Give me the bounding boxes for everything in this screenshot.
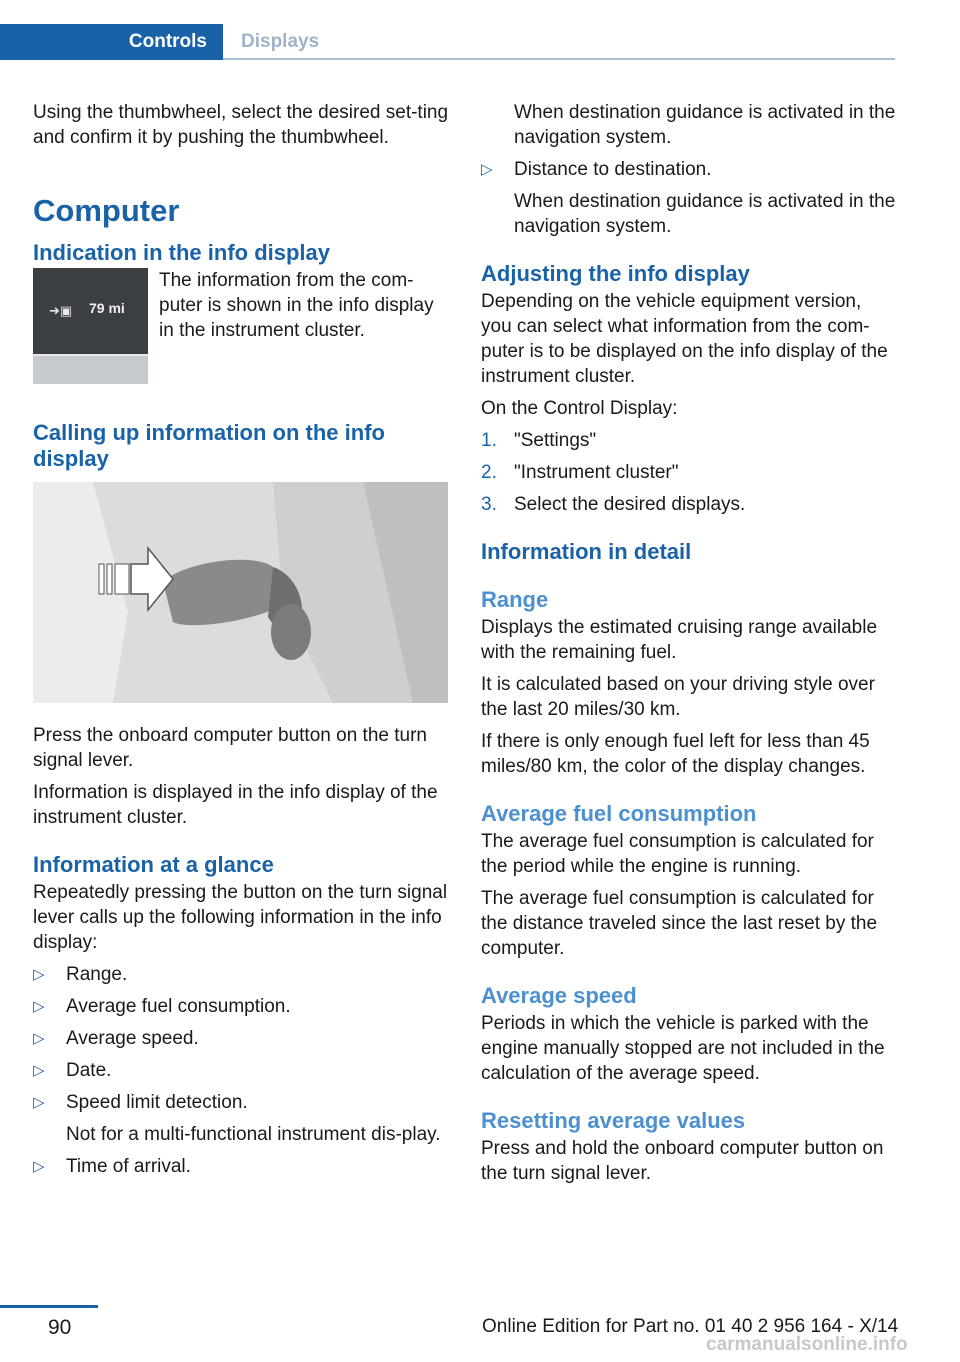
displayed-text: Information is displayed in the info display of the instrument cluster. (33, 782, 438, 828)
triangle-bullet-icon: ▷ (33, 1062, 45, 1079)
triangle-bullet-icon: ▷ (33, 998, 45, 1015)
list-item-continued (481, 100, 896, 150)
press-text: Press the onboard computer button on the turn signal lever. (33, 725, 427, 771)
glance-heading: Information at a glance (33, 852, 274, 877)
list-item: 2. "Instrument cluster" (481, 462, 679, 483)
range-heading: Range (481, 587, 549, 612)
speed-text-1: Periods in which the vehicle is parked with the engine manually stopped are not included in the calculation of the average speed. (481, 1013, 885, 1084)
display-band (33, 356, 148, 384)
calling-heading: Calling up information on the info display (33, 420, 385, 471)
tab-controls[interactable]: Controls (0, 24, 223, 60)
intro-text: Using the thumbwheel, select the desired set-ting and confirm it by pushing the thumbwheel. (33, 102, 449, 148)
info-display-block (33, 268, 449, 398)
range-readout: 79 mi (89, 300, 125, 316)
footer-rule (0, 1305, 98, 1308)
edition-text: Online Edition for Part no. 01 40 2 956 164 - X/14 (482, 1316, 899, 1337)
fuel-text-1: The average fuel consumption is calculated for the period while the engine is running. (481, 831, 874, 877)
list-item: ▷ Range. (33, 964, 128, 985)
control-display-text: On the Control Display: (481, 398, 678, 419)
info-display-text: The information from the com-puter is shown in the info display in the instrument cluster. (159, 270, 434, 341)
list-item: ▷ Distance to destination. When destination guidance is activated in the navigation system. (481, 159, 896, 237)
computer-title: Computer (33, 193, 180, 228)
list-item: ▷ Speed limit detection. Not for a multi-functional instrument dis-play. (33, 1090, 449, 1147)
range-text-2: It is calculated based on your driving style over the last 20 miles/30 km. (481, 674, 875, 720)
triangle-bullet-icon: ▷ (33, 1158, 45, 1175)
header-rule (223, 58, 895, 60)
turn-signal-lever-image (33, 482, 448, 703)
triangle-bullet-icon: ▷ (33, 1094, 45, 1111)
fuel-heading: Average fuel consumption (481, 801, 757, 826)
range-text-1: Displays the estimated cruising range available with the remaining fuel. (481, 617, 878, 663)
list-item: ▷ Average fuel consumption. (33, 996, 291, 1017)
info-display-heading: Indication in the info display (33, 240, 331, 265)
page-number: 90 (48, 1316, 72, 1339)
list-item: ▷ Average speed. (33, 1028, 199, 1049)
list-item-note: When destination guidance is activated in the navigation system. (514, 191, 896, 237)
header-tabs (0, 24, 895, 62)
glance-text: Repeatedly pressing the button on the turn signal lever calls up the following information in the info display: (33, 882, 448, 953)
glance-list-continued (481, 100, 896, 239)
adjust-heading: Adjusting the info display (481, 261, 750, 286)
list-item: 1. "Settings" (481, 430, 597, 451)
reset-text-1: Press and hold the onboard computer button on the turn signal lever. (481, 1138, 884, 1184)
list-item: 3. Select the desired displays. (481, 494, 746, 515)
range-text-3: If there is only enough fuel left for less than 45 miles/80 km, the color of the display changes. (481, 731, 870, 777)
range-arrow-fuel-icon: ➜▣ (49, 303, 73, 318)
info-display-image (33, 268, 148, 384)
steps-list (481, 428, 896, 517)
list-item-note: Not for a multi-functional instrument dis-play. (66, 1124, 441, 1145)
list-item: ▷ Time of arrival. (33, 1156, 191, 1177)
fuel-text-2: The average fuel consumption is calculated for the distance traveled since the last reset by the computer. (481, 888, 878, 959)
speed-heading: Average speed (481, 983, 637, 1008)
tab-displays[interactable]: Displays (241, 31, 320, 52)
triangle-bullet-icon: ▷ (481, 161, 493, 178)
glance-list (33, 962, 449, 1179)
reset-heading: Resetting average values (481, 1108, 746, 1133)
left-column (33, 100, 449, 1186)
list-item: ▷ Date. (33, 1060, 112, 1081)
right-column (481, 100, 896, 1193)
adjust-text: Depending on the vehicle equipment version, you can select what information from the com-puter is to be displayed on the info display of the instrument cluster. (481, 291, 888, 387)
detail-heading: Information in detail (481, 539, 692, 564)
triangle-bullet-icon: ▷ (33, 1030, 45, 1047)
arrival-note: When destination guidance is activated in the navigation system. (514, 102, 896, 148)
watermark: carmanualsonline.info (706, 1334, 908, 1355)
triangle-bullet-icon: ▷ (33, 966, 45, 983)
